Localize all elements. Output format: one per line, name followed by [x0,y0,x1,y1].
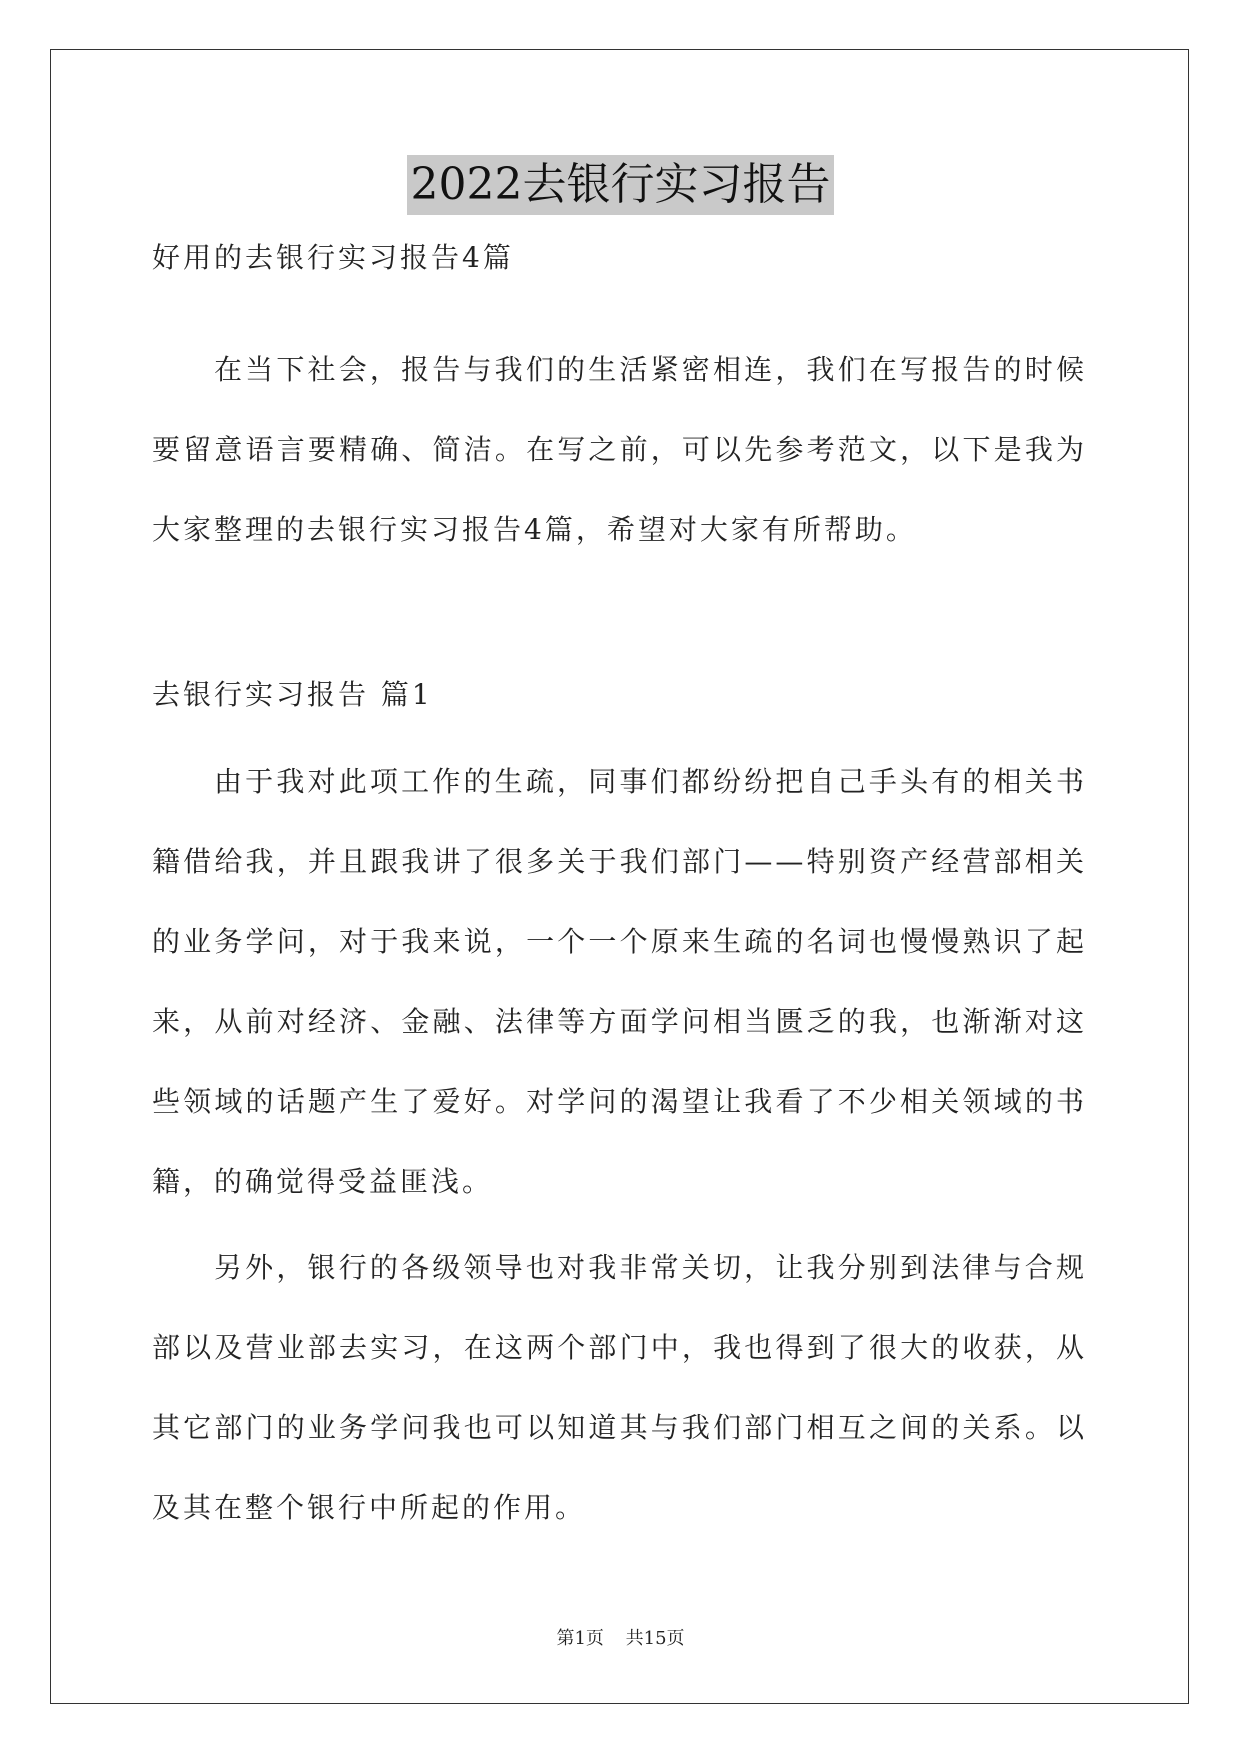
total-pages: 共15页 [625,1628,685,1649]
section-1-paragraph-1: 由于我对此项工作的生疏，同事们都纷纷把自己手头有的相关书籍借给我，并且跟我讲了很多关于我们部门——特别资产经营部相关的业务学问，对于我来说，一个一个原来生疏的名词也慢慢熟识了起来，从前对经济、金融、法律等方面学问相当匮乏的我，也渐渐对这些领域的话题产生了爱好。对学问的渴望让我看了不少相关领域的书籍，的确觉得受益匪浅。 [152,765,1087,1198]
section-1-paragraph-2: 另外，银行的各级领导也对我非常关切，让我分别到法律与合规部以及营业部去实习，在这两个部门中，我也得到了很大的收获，从其它部门的业务学问我也可以知道其与我们部门相互之间的关系。以及其在整个银行中所起的作用。 [152,1251,1087,1524]
page-footer [0,1624,1241,1650]
current-page-number: 第1页 [556,1628,604,1649]
section-1-heading: 去银行实习报告 篇1 [152,678,433,711]
title-wrap [0,155,1241,215]
document-subtitle: 好用的去银行实习报告4篇 [152,241,514,274]
document-title: 2022去银行实习报告 [407,155,835,215]
intro-paragraph: 在当下社会，报告与我们的生活紧密相连，我们在写报告的时候要留意语言要精确、简洁。在写之前，可以先参考范文，以下是我为大家整理的去银行实习报告4篇，希望对大家有所帮助。 [152,353,1087,546]
